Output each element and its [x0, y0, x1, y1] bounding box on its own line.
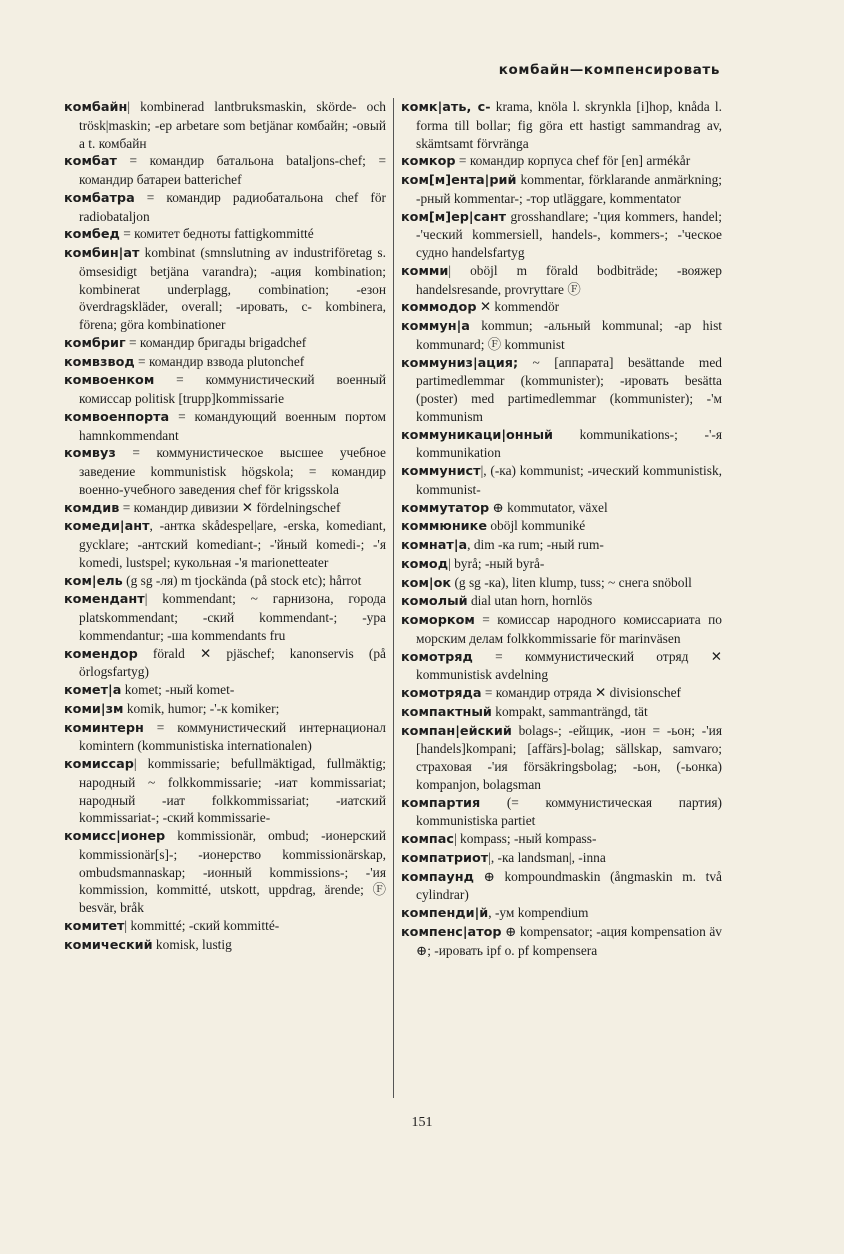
entry-definition: kommunikations-; -'-я kommunikation: [416, 426, 722, 461]
dictionary-entry: [401, 317, 722, 354]
entry-definition: komet; -ный komet-: [121, 682, 235, 697]
dictionary-entry: [401, 462, 722, 499]
entry-definition: = коммунистический интернационал komintern (kommunistiska internationalen): [79, 719, 386, 754]
entry-definition: |, (-ка) kommunist; -ический kommunistisk, kommunist-: [416, 463, 722, 497]
dictionary-entry: [64, 936, 386, 955]
dictionary-entry: [64, 827, 386, 917]
dictionary-entry: [64, 408, 386, 445]
entry-definition: komisk, lustig: [152, 936, 232, 952]
entry-definition: dial utan horn, hornlös: [467, 593, 593, 609]
entry-headword: комвзвод: [64, 354, 135, 370]
dictionary-entry: [401, 171, 722, 208]
dictionary-entry: [401, 648, 722, 685]
entry-headword: комми: [401, 263, 449, 279]
right-column: [401, 98, 722, 959]
dictionary-entry: [401, 868, 722, 905]
running-head: комбайн—компенсировать: [498, 62, 720, 78]
entry-headword: компактный: [401, 704, 492, 720]
entry-headword: комет|а: [64, 683, 122, 698]
dictionary-entry: [401, 208, 722, 262]
entry-definition: kombinat (smnslutning av industriföretag s. ömsesidigt betjäna varandra); -ация kombination; kombinerat underplagg, combination; -езон överdragskläder, overall; -ировать, c- kombinera, förena; göra kombinationer: [79, 245, 386, 332]
entry-headword: ком|ок: [401, 575, 452, 591]
entry-headword: комбатра: [64, 190, 135, 206]
dictionary-entry: [64, 645, 386, 682]
dictionary-entry: [401, 904, 722, 923]
entry-definition: ~ [аппарата] besättande med partimedlemmar (kommunister); -ировать besätta (poster) med partimedlemmar (kommunister); -'м kommunism: [416, 354, 722, 424]
dictionary-entry: [64, 517, 386, 571]
entry-headword: коммутатор: [401, 500, 490, 516]
entry-headword: комендант: [64, 592, 145, 608]
entry-headword: комитет: [64, 918, 125, 934]
entry-definition: ⊕ kommutator, växel: [489, 499, 608, 515]
entry-definition: ⊕ kompoundmaskin (ångmaskin m. två cylindrar): [416, 868, 722, 903]
entry-headword: комбат: [64, 154, 117, 170]
entry-headword: комотряд: [401, 649, 473, 665]
entry-headword: ком|ель: [64, 573, 123, 589]
entry-definition: bolags-; -ейщик, -ион = -ьон; -'ия [handels]kompani; [affärs]-bolag; sällskap, samvaro; страховая -'ия försäkringsbolag; -ьон, (-ьонка) kompanjon, bolagsman: [416, 722, 722, 792]
entry-definition: = командир батальона bataljons-chef; = командир батареи batterichef: [79, 153, 386, 187]
dictionary-entry: [401, 592, 722, 611]
dictionary-entry: [401, 262, 722, 299]
dictionary-entry: [64, 719, 386, 756]
entry-definition: | kommissarie; befullmäktigad, fullmäktig; народный ~ folkkommissarie; -иат kommissariat; народный -иат folkkommissariat; -иатский kommissariat-; -ский kommissarie-: [79, 756, 386, 826]
dictionary-entry: [401, 517, 722, 536]
entry-headword: коммунист: [401, 464, 481, 479]
dictionary-entry: [64, 572, 386, 591]
entry-headword: комк|ать, с-: [401, 100, 491, 115]
entry-definition: = командир радиобатальона chef för radiobataljon: [79, 189, 386, 224]
entry-definition: ✕ kommendör: [476, 299, 560, 315]
dictionary-entry: [64, 700, 386, 719]
entry-headword: комбин|ат: [64, 246, 140, 261]
entry-definition: kompakt, sammanträngd, tät: [491, 703, 648, 719]
dictionary-entry: [64, 444, 386, 498]
entry-headword: комисс|ионер: [64, 829, 166, 844]
entry-headword: комнат|а: [401, 538, 468, 553]
entry-definition: krama, knöla l. skrynkla [i]hop, knåda l. forma till bollar; fig göra ett hastigt sammandrag av, skämtsamt förvränga: [416, 99, 722, 151]
dictionary-entry: [401, 426, 722, 463]
entry-headword: комкор: [401, 154, 456, 170]
dictionary-entry: [64, 152, 386, 189]
entry-definition: kommentar, förklarande anmärkning; -рный kommentar-; -тор utläggare, kommentator: [416, 172, 722, 206]
column-divider: [393, 98, 394, 1098]
entry-definition: = коммунистическое высшее учебное заведение kommunistisk högskola; = командир военно-учебного заведения chef för krigsskola: [79, 445, 386, 497]
entry-headword: комвоенком: [64, 373, 155, 389]
dictionary-entry: [64, 371, 386, 408]
entry-definition: = командир корпуса chef för [en] armékår: [455, 153, 691, 169]
dictionary-entry: [401, 830, 722, 849]
entry-headword: компартия: [401, 795, 481, 811]
dictionary-entry: [401, 152, 722, 171]
dictionary-entry: [401, 611, 722, 648]
entry-definition: grosshandlare; -'ция kommers, handel; -'ческий kommersiell, handels-, kommers-; -'ческое судно handelsfartyg: [416, 208, 722, 260]
entry-headword: коми|зм: [64, 701, 124, 717]
entry-headword: коммодор: [401, 300, 477, 316]
dictionary-entry: [401, 536, 722, 555]
entry-definition: kommun; -альный kommunal; -ар hist kommunard; Ⓕ kommunist: [416, 318, 722, 352]
dictionary-entry: [401, 923, 722, 960]
entry-definition: = командующий военным портом hamnkommendant: [79, 408, 386, 443]
entry-definition: = комитет бедноты fattigkommitté: [119, 226, 314, 242]
dictionary-entry: [64, 681, 386, 700]
entry-headword: компатриот: [401, 850, 489, 866]
entry-definition: = командир отряда ✕ divisionschef: [481, 685, 681, 700]
entry-headword: компаунд: [401, 869, 474, 885]
dictionary-entry: [401, 98, 722, 152]
entry-headword: компенс|атор: [401, 924, 502, 940]
dictionary-entry: [64, 244, 386, 334]
dictionary-entry: [64, 225, 386, 244]
entry-headword: комотряда: [401, 686, 482, 701]
dictionary-entry: [64, 590, 386, 644]
dictionary-entry: [64, 755, 386, 827]
dictionary-entry: [64, 499, 386, 518]
entry-headword: коммуникаци|онный: [401, 427, 554, 443]
entry-headword: комвоенпорта: [64, 409, 170, 425]
entry-definition: = командир взвода plutonchef: [134, 353, 305, 369]
entry-headword: ком[м]ер|сант: [401, 209, 507, 225]
entry-headword: компенди|й: [401, 906, 489, 921]
dictionary-entry: [401, 555, 722, 574]
entry-headword: комеди|ант: [64, 519, 150, 535]
entry-definition: , dim -ка rum; -ный rum-: [467, 537, 604, 552]
entry-headword: комендор: [64, 646, 138, 662]
dictionary-entry: [401, 722, 722, 794]
entry-definition: , -ум kompendium: [488, 905, 589, 920]
entry-headword: комбайн: [64, 100, 128, 115]
entry-headword: коминтерн: [64, 720, 144, 736]
entry-headword: комолый: [401, 594, 468, 610]
entry-headword: компан|ейский: [401, 723, 512, 739]
dictionary-entry: [64, 189, 386, 226]
entry-headword: коммун|а: [401, 319, 470, 334]
entry-definition: = командир бригады brigadchef: [125, 334, 307, 350]
entry-definition: = комиссар народного комиссариата по морским делам folkkommissarie för marinväsen: [416, 612, 722, 646]
entry-definition: komik, humor; -'-к komiker;: [123, 700, 280, 716]
entry-definition: oböjl kommuniké: [487, 518, 586, 534]
entry-headword: коммуниз|ация;: [401, 355, 519, 371]
page-number: 151: [411, 1115, 433, 1130]
dictionary-entry: [401, 684, 722, 703]
entry-definition: = коммунистический военный комиссар politisk [trupp]kommissarie: [79, 372, 386, 406]
entry-headword: комиссар: [64, 757, 134, 772]
entry-definition: | kompass; -ный kompass-: [454, 831, 597, 846]
entry-definition: (= коммунистическая партия) kommunistiska partiet: [416, 794, 722, 829]
entry-headword: компас: [401, 832, 454, 847]
dictionary-entry: [401, 499, 722, 518]
entry-headword: комвуз: [64, 446, 116, 462]
entry-headword: комбед: [64, 227, 120, 243]
entry-headword: комод: [401, 556, 449, 572]
dictionary-entry: [401, 298, 722, 317]
entry-definition: |, -ка landsman|, -inna: [488, 849, 606, 865]
entry-headword: ком[м]ента|рий: [401, 173, 517, 188]
entry-definition: kommissionär, ombud; -ионерский kommissionär[s]-; -ионерство kommissionärskap, ombudsmannaskap; -ионный kommissions-; -'ия kommission, kommitté, utskott, uppdrag, ärende; Ⓕ besvär, bråk: [79, 828, 386, 915]
entry-definition: | oböjl m förald bodbiträde; -вояжер handelsresande, provryttare Ⓕ: [416, 262, 722, 297]
dictionary-entry: [401, 354, 722, 426]
entry-definition: | kombinerad lantbruksmaskin, skörde- och trösk|maskin; -ер arbetare som betjänar комбайн; -овый a t. комбайн: [79, 99, 386, 151]
dictionary-entry: [401, 703, 722, 722]
dictionary-entry: [64, 98, 386, 152]
dictionary-entry: [64, 917, 386, 936]
entry-definition: | byrå; -ный byrå-: [448, 555, 545, 571]
left-column: [64, 98, 386, 954]
dictionary-entry: [64, 353, 386, 372]
entry-definition: (g sg -ля) m tjockända (på stock etc); hårrot: [122, 572, 362, 588]
entry-definition: | kommendant; ~ гарнизона, города platskommendant; -ский kommendant-; -ура kommendantur; -ша kommendants fru: [79, 591, 386, 643]
entry-definition: ⊕ kompensator; -ация kompensation äv ⊕; -ировать ipf o. pf kompensera: [416, 923, 722, 958]
dictionary-entry: [401, 794, 722, 831]
entry-headword: комбриг: [64, 335, 126, 351]
entry-headword: комический: [64, 937, 153, 953]
dictionary-entry: [401, 849, 722, 868]
entry-headword: коморком: [401, 613, 475, 628]
entry-definition: | kommitté; -ский kommitté-: [124, 917, 280, 933]
entry-definition: = коммунистический отряд ✕ kommunistisk avdelning: [416, 648, 722, 683]
entry-headword: комдив: [64, 500, 120, 516]
dictionary-entry: [64, 334, 386, 353]
entry-definition: = командир дивизии ✕ fördelningschef: [119, 499, 341, 515]
entry-definition: , -антка skådespel|are, -erska, komediant, gycklare; -антский komediant-; -'йный komedi-; -'я komedi, lustspel; кукольная -'я marionetteater: [79, 518, 386, 570]
entry-definition: förald ✕ pjäschef; kanonservis (på örlogsfartyg): [79, 645, 386, 680]
entry-headword: коммюнике: [401, 519, 488, 535]
dictionary-entry: [401, 574, 722, 593]
entry-definition: (g sg -ка), liten klump, tuss; ~ снега snöboll: [451, 574, 692, 590]
